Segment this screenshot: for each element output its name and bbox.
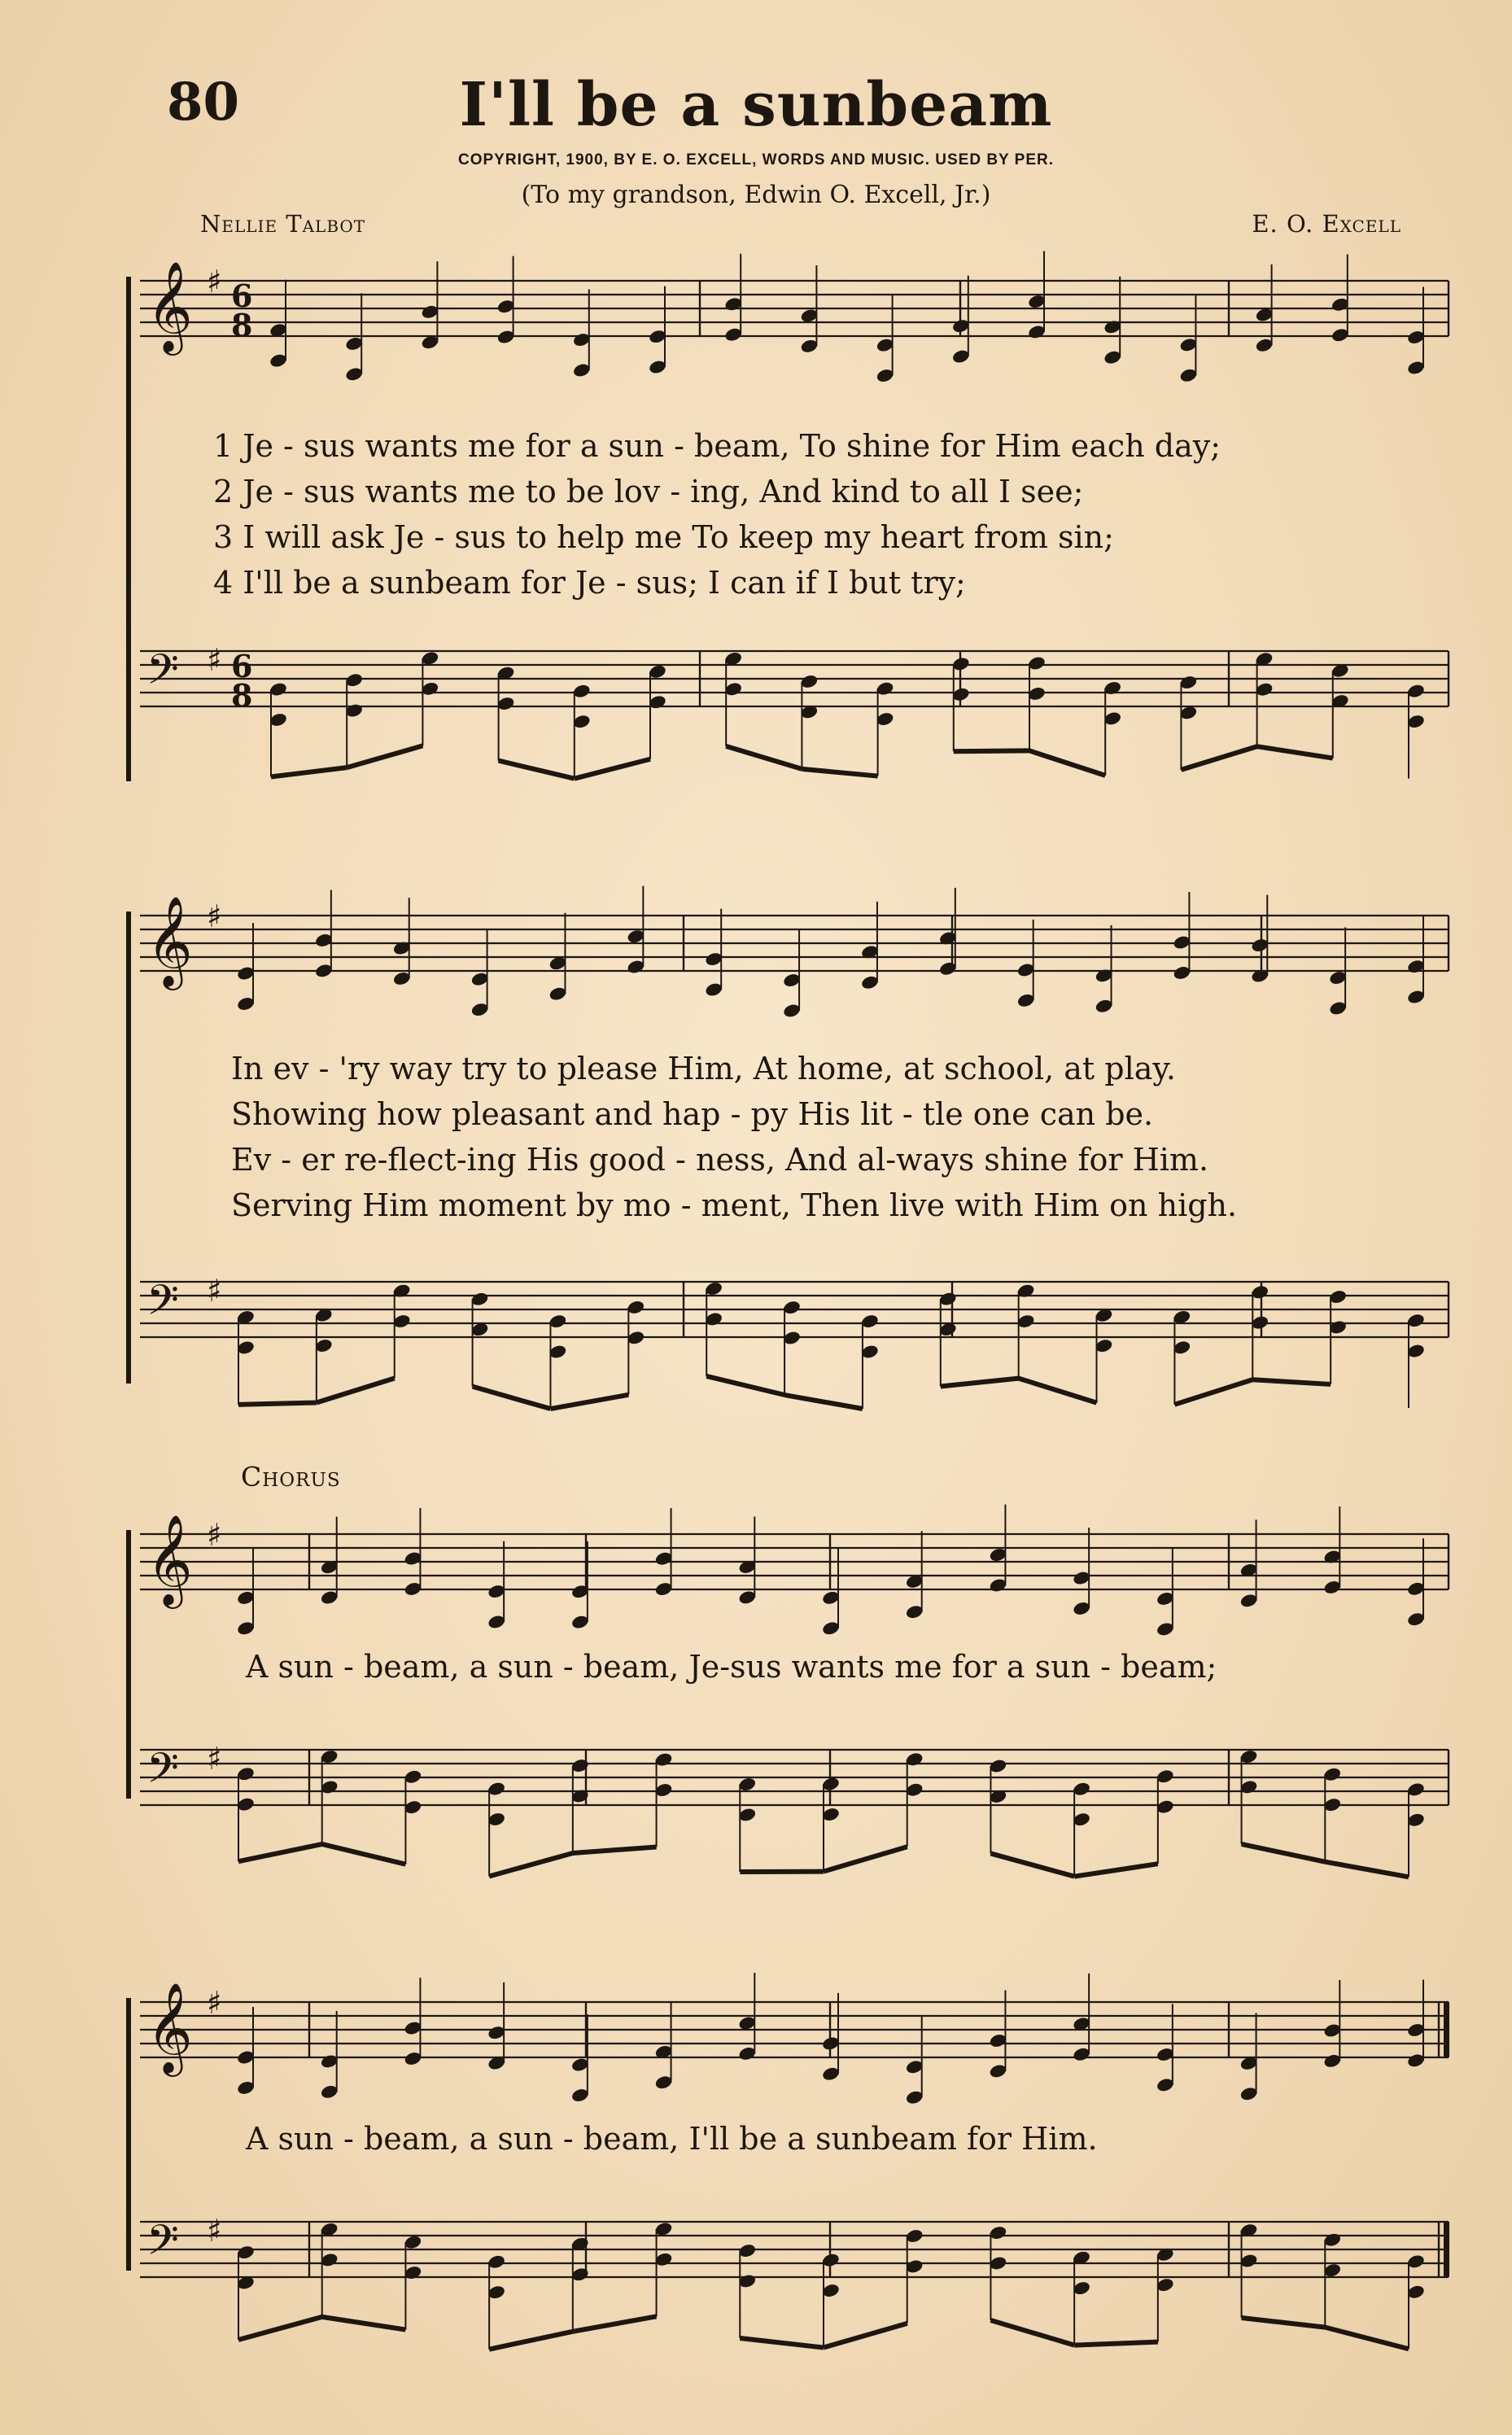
- verse-4-line-2: Serving Him moment by mo - ment, Then live with Him on high.: [231, 1187, 1238, 1223]
- system-1-bass-staff: [0, 619, 1512, 781]
- key-signature-sharp-icon: ♯: [207, 1985, 222, 2021]
- note-beam: [784, 1395, 863, 1409]
- chorus-system-2-treble-staff: [0, 1965, 1512, 2128]
- verse-2-line-2: Showing how pleasant and hap - py His lit - tle one can be.: [231, 1096, 1154, 1132]
- lyricist-credit: Nellie Talbot: [200, 210, 366, 238]
- note-beam: [238, 1844, 322, 1861]
- copyright-notice: COPYRIGHT, 1900, BY E. O. EXCELL, WORDS AND MUSIC. USED BY PER.: [458, 151, 1054, 168]
- note-beam: [550, 1395, 628, 1409]
- note-beam: [322, 1844, 406, 1865]
- chorus-system-1-bass-staff: [0, 1717, 1512, 1880]
- chorus-system-2-bass-staff: [0, 2189, 1512, 2352]
- note-beam: [824, 2324, 907, 2348]
- note-beam: [990, 2320, 1074, 2345]
- bass-clef-icon: 𝄢: [146, 1743, 179, 1803]
- note-beam: [1325, 2328, 1409, 2350]
- note-beam: [347, 745, 422, 767]
- treble-clef-icon: 𝄞: [146, 1982, 193, 2073]
- key-signature-sharp-icon: ♯: [207, 264, 222, 299]
- system-2-treble-staff: [0, 879, 1512, 1066]
- note-beam: [941, 1379, 1019, 1387]
- note-beam: [575, 759, 650, 779]
- note-beam: [1242, 2318, 1326, 2328]
- note-beam: [954, 750, 1029, 751]
- song-title: I'll be a sunbeam: [459, 70, 1053, 140]
- note-beam: [489, 2332, 573, 2350]
- key-signature-sharp-icon: ♯: [207, 1741, 222, 1777]
- note-beam: [802, 769, 877, 776]
- note-beam: [1174, 1379, 1252, 1405]
- verse-1-line-1: 1 Je - sus wants me for a sun - beam, To shine for Him each day;: [213, 428, 1221, 464]
- key-signature-sharp-icon: ♯: [207, 898, 222, 934]
- note-beam: [317, 1379, 395, 1403]
- note-beam: [1019, 1379, 1097, 1403]
- note-beam: [573, 2316, 657, 2331]
- bass-clef-icon: 𝄢: [146, 1275, 179, 1335]
- treble-clef-icon: 𝄞: [146, 260, 193, 352]
- final-bar-thick-line: [1444, 2002, 1449, 2057]
- note-beam: [573, 1847, 657, 1853]
- key-signature-sharp-icon: ♯: [207, 1273, 222, 1309]
- dedication: (To my grandson, Edwin O. Excell, Jr.): [521, 181, 991, 209]
- verse-1-line-2: In ev - 'ry way try to please Him, At home, at school, at play.: [231, 1051, 1176, 1086]
- note-beam: [1181, 746, 1256, 770]
- verse-3-line-1: 3 I will ask Je - sus to help me To keep my heart from sin;: [213, 519, 1114, 555]
- note-beam: [489, 1853, 573, 1877]
- time-signature-denominator: 8: [231, 307, 253, 343]
- note-beam: [322, 2317, 406, 2330]
- chorus-line-1: A sun - beam, a sun - beam, Je-sus wants me for a sun - beam;: [246, 1649, 1217, 1685]
- key-signature-sharp-icon: ♯: [207, 1517, 222, 1553]
- chorus-label: Chorus: [241, 1461, 341, 1493]
- chorus-line-2: A sun - beam, a sun - beam, I'll be a sunbeam for Him.: [246, 2121, 1098, 2157]
- time-signature-numerator: 6: [231, 648, 253, 684]
- key-signature-sharp-icon: ♯: [207, 642, 222, 678]
- note-beam: [1242, 1844, 1326, 1862]
- chorus-system-1-treble-staff: [0, 1497, 1512, 1660]
- note-beam: [990, 1853, 1074, 1876]
- note-beam: [1074, 2342, 1158, 2345]
- final-bar-thick-line: [1444, 2222, 1449, 2277]
- note-beam: [1325, 1862, 1409, 1878]
- note-beam: [1029, 750, 1105, 775]
- treble-clef-icon: 𝄞: [146, 895, 193, 986]
- note-beam: [1074, 1864, 1158, 1876]
- note-beam: [238, 1403, 317, 1405]
- time-signature-numerator: 6: [231, 278, 253, 314]
- key-signature-sharp-icon: ♯: [207, 2213, 222, 2249]
- time-signature-denominator: 8: [231, 677, 253, 714]
- bass-clef-icon: 𝄢: [146, 645, 179, 704]
- system-1-treble-staff: [0, 244, 1512, 431]
- note-beam: [706, 1376, 784, 1395]
- verse-2-line-1: 2 Je - sus wants me to be lov - ing, And kind to all I see;: [213, 474, 1084, 509]
- note-beam: [238, 2317, 322, 2340]
- verse-lyrics-line-2: [231, 1046, 1237, 1228]
- note-beam: [1252, 1379, 1331, 1384]
- verse-lyrics-line-1: [213, 423, 1221, 605]
- verse-4-line-1: 4 I'll be a sunbeam for Je - sus; I can if I but try;: [213, 565, 966, 601]
- note-beam: [740, 2338, 824, 2348]
- page-number: 80: [167, 72, 240, 133]
- note-beam: [726, 746, 802, 769]
- note-beam: [1257, 746, 1333, 758]
- treble-clef-icon: 𝄞: [146, 1514, 193, 1605]
- note-beam: [473, 1387, 551, 1409]
- note-beam: [824, 1847, 907, 1871]
- system-2-bass-staff: [0, 1249, 1512, 1412]
- note-beam: [499, 761, 575, 779]
- composer-credit: E. O. Excell: [1252, 210, 1401, 238]
- bass-clef-icon: 𝄢: [146, 2215, 179, 2275]
- verse-3-line-2: Ev - er re-flect-ing His good - ness, And al-ways shine for Him.: [231, 1142, 1209, 1178]
- note-beam: [271, 767, 347, 776]
